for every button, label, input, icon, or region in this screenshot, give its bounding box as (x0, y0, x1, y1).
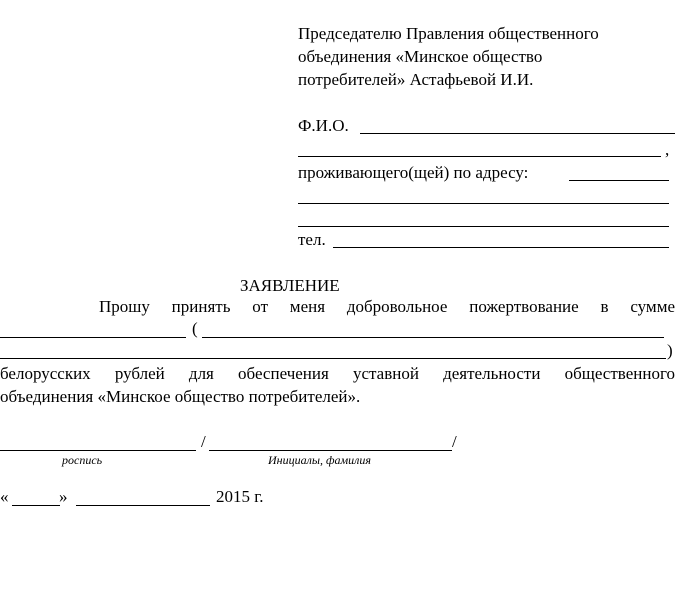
address-blank-1 (569, 180, 669, 181)
statement-line-3: белорусских рублей для обеспечения уставной деятельности общественного (0, 364, 675, 383)
address-blank-2 (298, 203, 669, 204)
phone-label: тел. (298, 230, 326, 249)
statement-line-4: объединения «Минское общество потребителей». (0, 387, 361, 406)
date-year: 2015 г. (216, 487, 264, 506)
statement-line-1: Прошу принять от меня добровольное пожертвование в сумме (99, 297, 675, 316)
amount-paren-close: ) (667, 341, 673, 360)
date-month-blank (76, 505, 210, 506)
date-day-blank (12, 505, 60, 506)
address-label: проживающего(щей) по адресу: (298, 163, 529, 182)
statement-title: ЗАЯВЛЕНИЕ (240, 276, 340, 295)
signature-caption: роспись (62, 453, 103, 467)
addressee-line-1: Председателю Правления общественного (298, 24, 599, 43)
amount-words-blank-1 (202, 337, 664, 338)
initials-blank (209, 450, 452, 451)
date-open-quote: « (0, 487, 9, 506)
amount-digits-blank (0, 337, 186, 338)
address-blank-3 (298, 226, 669, 227)
amount-paren-open: ( (192, 319, 198, 338)
fio-label: Ф.И.О. (298, 116, 349, 135)
signature-end-slash: / (452, 432, 457, 451)
phone-blank (333, 247, 669, 248)
fio-blank-2 (298, 156, 661, 157)
addressee-line-3: потребителей» Астафьевой И.И. (298, 70, 534, 89)
addressee-line-2: объединения «Минское общество (298, 47, 543, 66)
initials-caption: Инициалы, фамилия (268, 453, 371, 467)
fio-comma: , (665, 140, 670, 159)
amount-words-blank-2 (0, 358, 666, 359)
signature-blank (0, 450, 196, 451)
fio-blank (360, 133, 675, 134)
signature-separator: / (201, 432, 206, 451)
date-close-quote: » (59, 487, 68, 506)
